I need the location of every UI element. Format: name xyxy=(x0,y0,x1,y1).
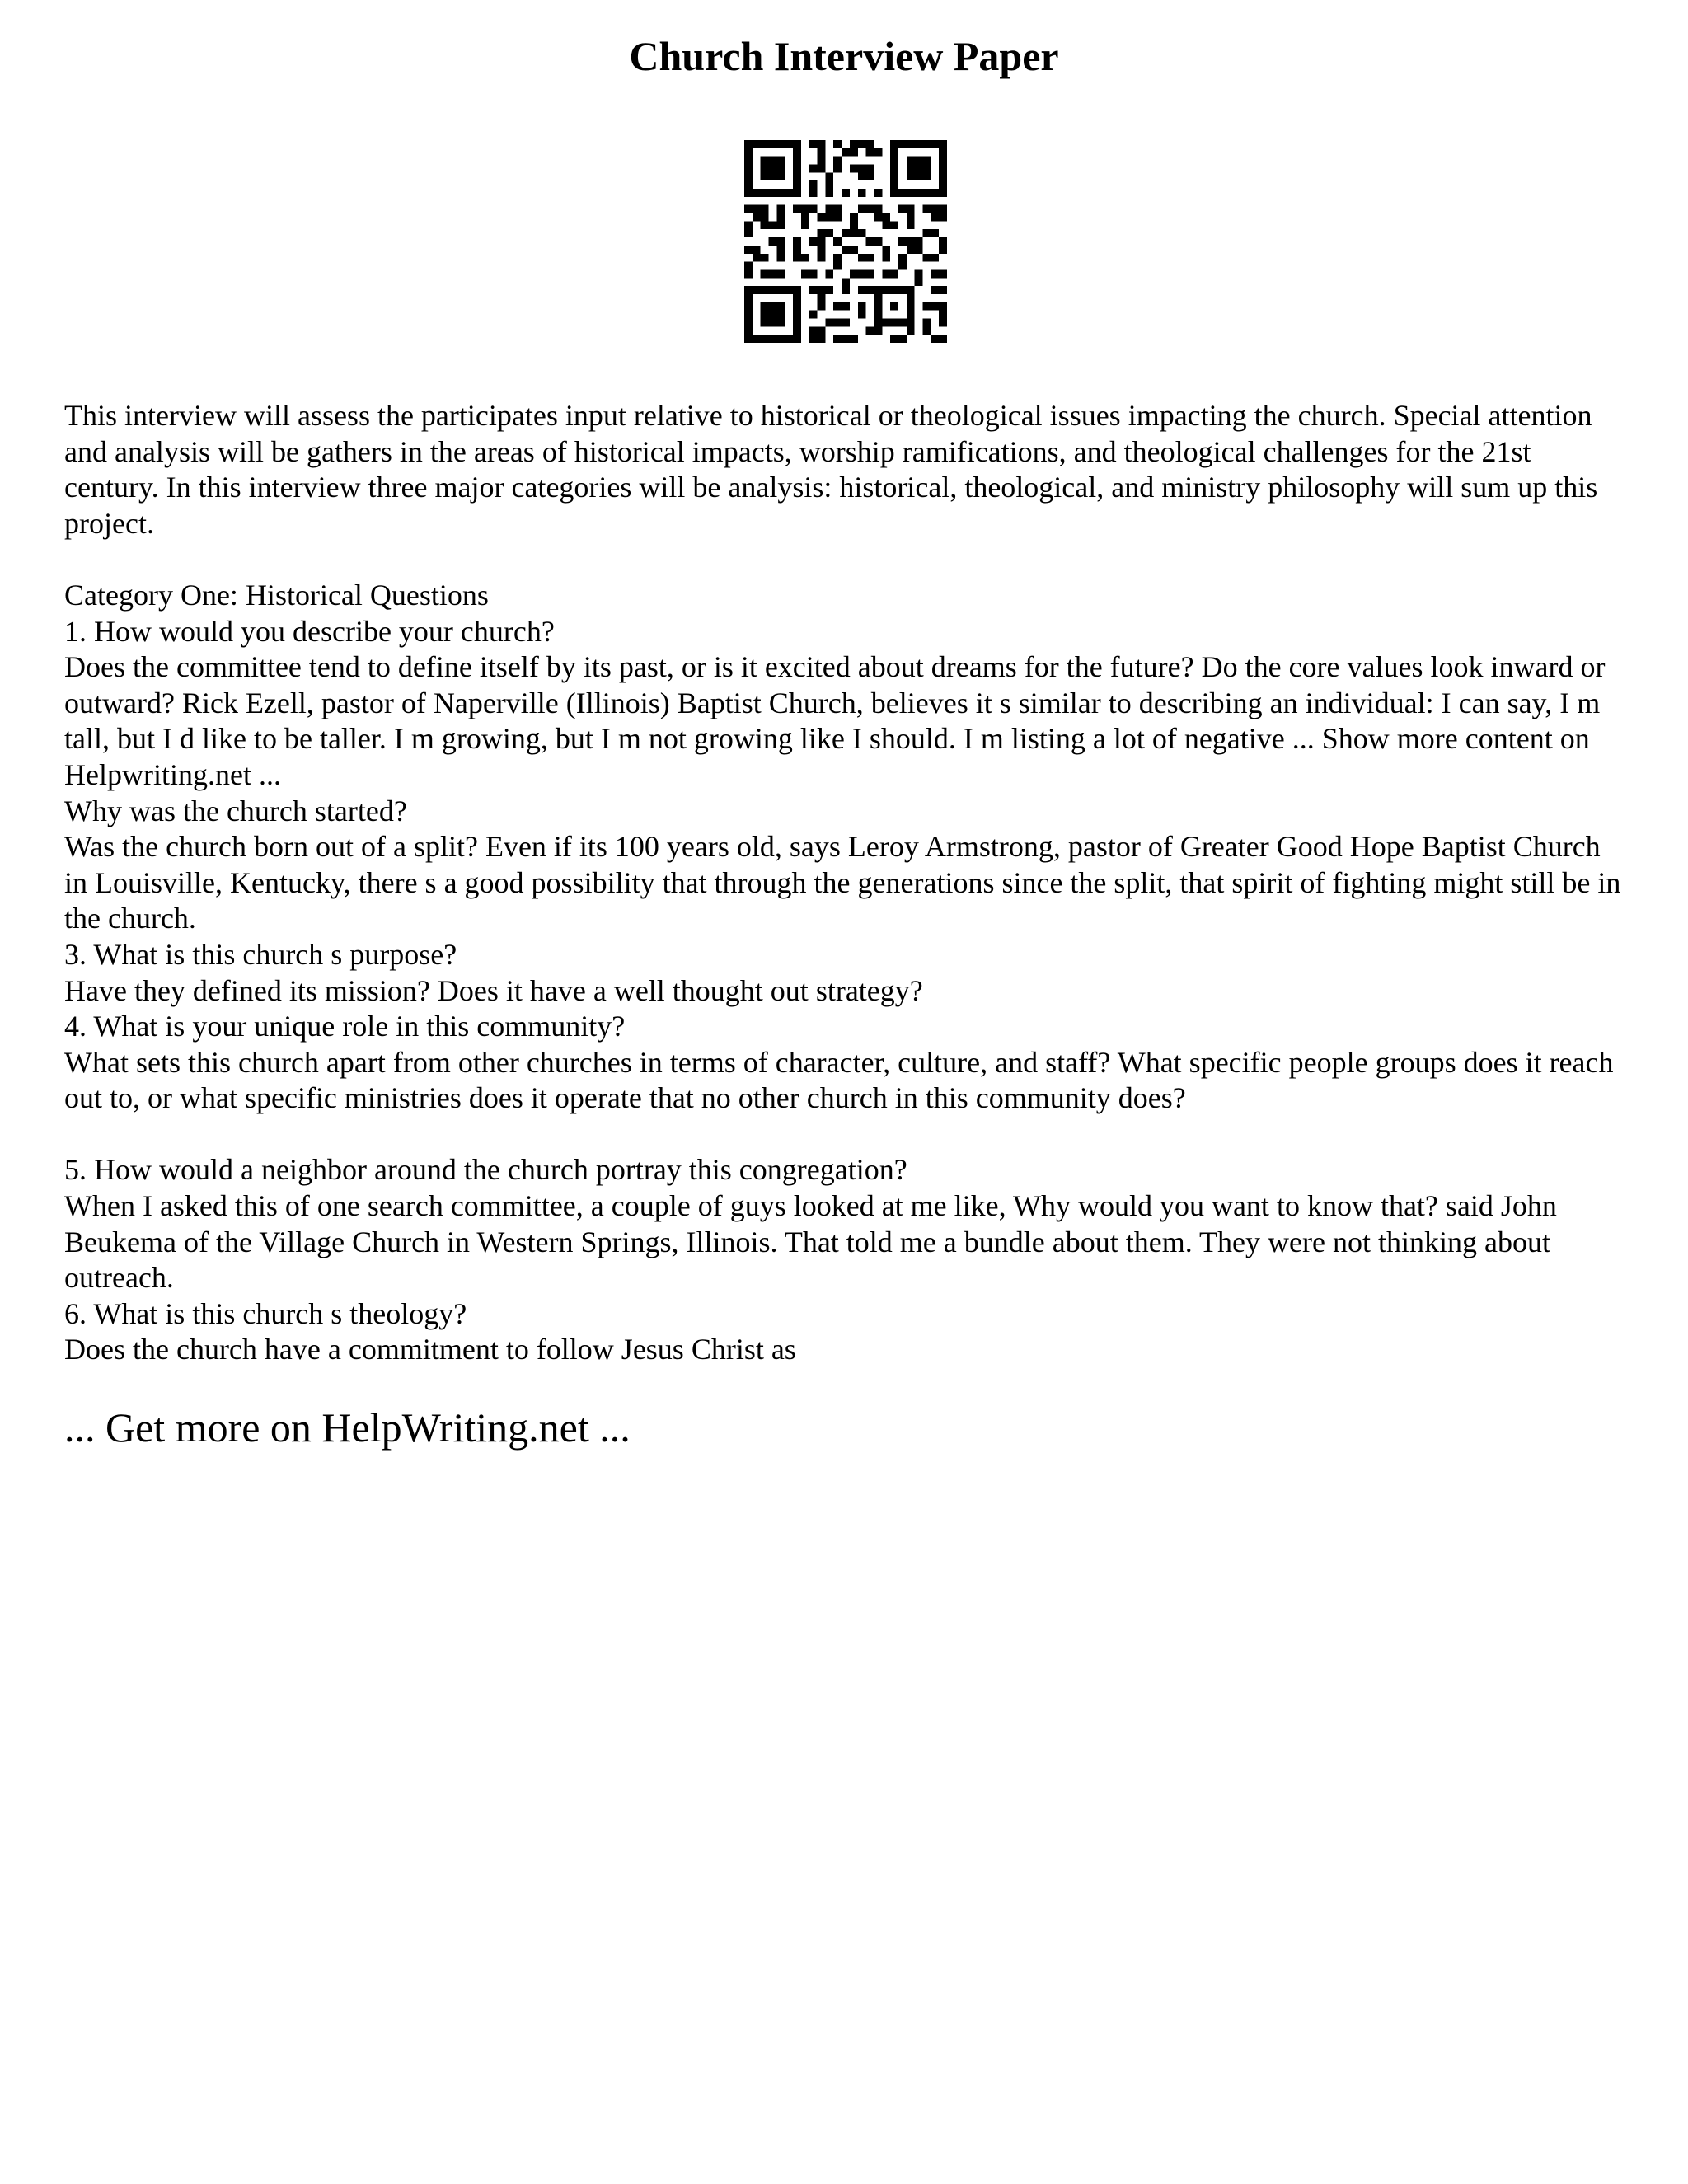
get-more-link[interactable]: ... Get more on HelpWriting.net ... xyxy=(64,1404,631,1451)
document-body xyxy=(64,398,1630,1368)
category-heading: Category One: Historical Questions xyxy=(64,578,489,612)
paragraph-spacer xyxy=(64,1117,1630,1153)
paragraph-spacer xyxy=(64,541,1630,578)
question-1: 1. How would you describe your church? xyxy=(64,614,555,648)
page-title: Church Interview Paper xyxy=(629,33,1059,79)
question-4: 4. What is your unique role in this community? xyxy=(64,1010,626,1043)
answer-4: What sets this church apart from other churches in terms of character, culture, and staff? What specific people groups does it reach out to, or what specific ministries does it operate that no other church in this community does? xyxy=(64,1045,1614,1115)
answer-2: Was the church born out of a split? Even if its 100 years old, says Leroy Armstrong, pastor of Greater Good Hope Baptist Church in Louisville, Kentucky, there s a good possibility that through the generations since the split, that spirit of fighting might still be in the church. xyxy=(64,830,1621,935)
question-5: 5. How would a neighbor around the church portray this congregation? xyxy=(64,1153,907,1187)
question-2: Why was the church started? xyxy=(64,794,407,827)
question-3: 3. What is this church s purpose? xyxy=(64,937,457,971)
intro-paragraph: This interview will assess the participates input relative to historical or theological issues impacting the church. Special attention and analysis will be gathers in the areas of historical impacts, worship ramifications, and theological challenges for the 21st century. In this interview three major categories will be analysis: historical, theological, and ministry philosophy will sum up this project. xyxy=(64,399,1598,540)
answer-1: Does the committee tend to define itself by its past, or is it excited about dreams for the future? Do the core values look inward or outward? Rick Ezell, pastor of Naperville (Illinois) Baptist Church, believes it s similar to describing an individual: I can say, I m tall, but I d like to be taller. I m growing, but I m not growing like I should. I m listing a lot of negative ... Show more content on Helpwriting.net ... xyxy=(64,650,1606,791)
answer-6: Does the church have a commitment to follow Jesus Christ as xyxy=(64,1333,796,1366)
qr-code-icon xyxy=(744,140,947,343)
answer-5: When I asked this of one search committee, a couple of guys looked at me like, Why would you want to know that? said John Beukema of the Village Church in Western Springs, Illinois. That told me a bundle about them. They were not thinking about outreach. xyxy=(64,1189,1557,1295)
answer-3: Have they defined its mission? Does it have a well thought out strategy? xyxy=(64,973,923,1007)
question-6: 6. What is this church s theology? xyxy=(64,1296,467,1330)
